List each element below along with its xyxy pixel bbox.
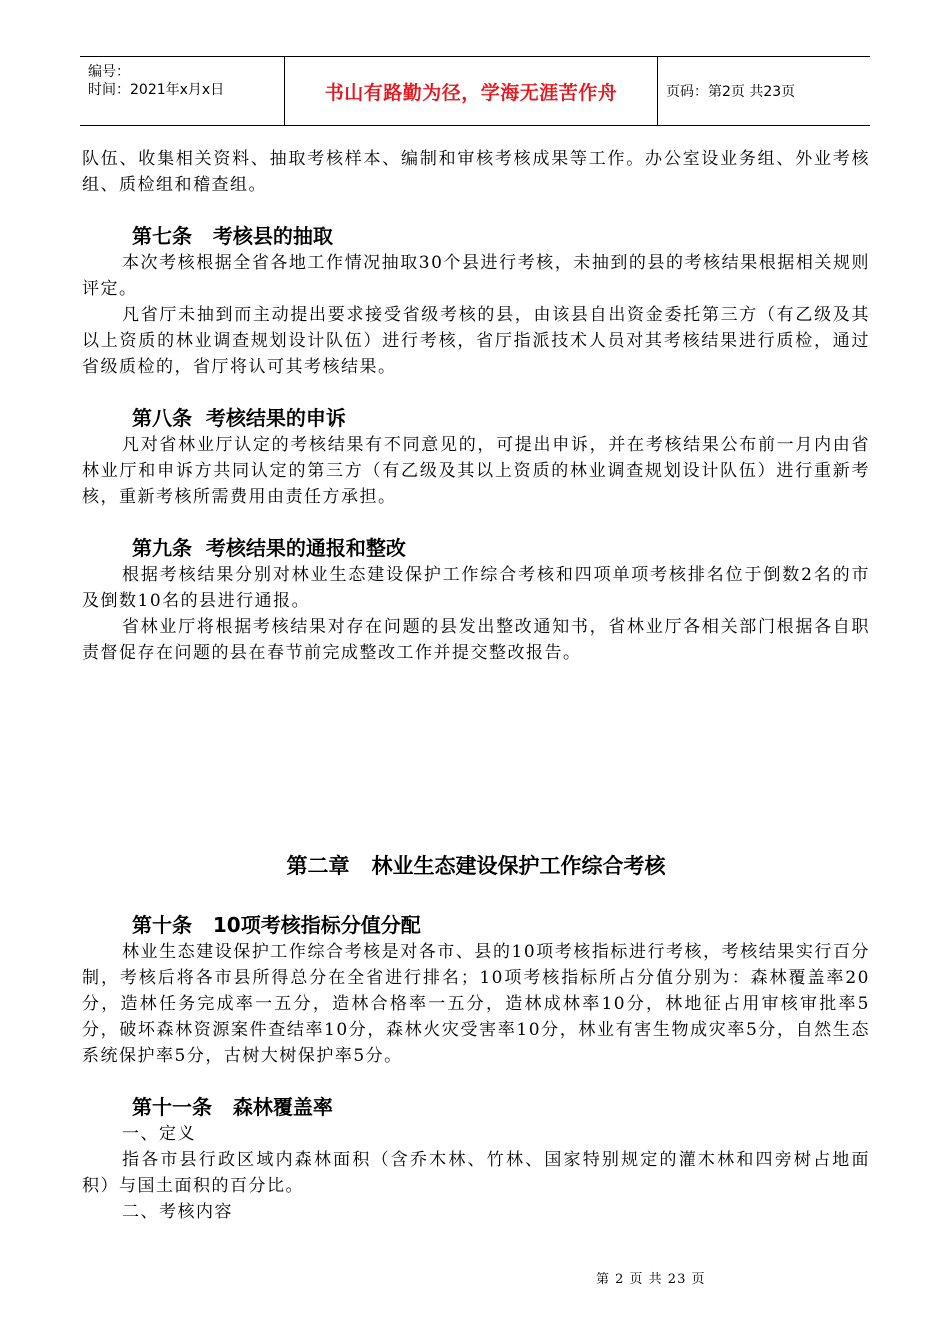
- article-9-paragraph-1: 根据考核结果分别对林业生态建设保护工作综合考核和四项单项考核排名位于倒数2名的市及倒数10名的县进行通报。: [82, 565, 870, 611]
- article-11-section-1: 一、定义: [122, 1124, 196, 1144]
- article-11-paragraph-1: 指各市县行政区域内森林面积（含乔木林、竹林、国家特别规定的灌木林和四旁树占地面积）与国土面积的百分比。: [82, 1150, 870, 1196]
- header-page-info: 页码：第2页 共23页: [666, 84, 796, 100]
- article-9-heading: 第九条 考核结果的通报和整改: [132, 536, 406, 560]
- article-11-heading: 第十一条 森林覆盖率: [132, 1095, 333, 1119]
- article-10-paragraph-1: 林业生态建设保护工作综合考核是对各市、县的10项考核指标进行考核，考核结果实行百分制，考核后将各市县所得总分在全省进行排名；10项考核指标所占分值分别为：森林覆盖率20分，造林任务完成率一五分，造林合格率一五分，造林成林率10分，林地征占用审核审批率5分，破坏森林资源案件查结率10分，森林火灾受害率10分，林业有害生物成灾率5分，自然生态系统保护率5分，古树大树保护率5分。: [82, 942, 870, 1066]
- article-11-section-2: 二、考核内容: [122, 1202, 233, 1222]
- header-motto: 书山有路勤为径，学海无涯苦作舟: [285, 57, 658, 125]
- document-body: [82, 146, 870, 1225]
- document-date-label: 时间：2021年x月x日: [88, 82, 225, 98]
- article-7-paragraph-1: 本次考核根据全省各地工作情况抽取30个县进行考核，未抽到的县的考核结果根据相关规则评定。: [82, 253, 870, 299]
- article-10-heading: 第十条 10项考核指标分值分配: [132, 913, 421, 937]
- document-number-label: 编号：: [88, 64, 130, 80]
- header-meta: [80, 57, 285, 125]
- page-footer: 第 2 页 共 23 页: [596, 1272, 706, 1287]
- page-header: [80, 56, 870, 126]
- article-8-paragraph-1: 凡对省林业厅认定的考核结果有不同意见的，可提出申诉，并在考核结果公布前一月内由省林业厅和申诉方共同认定的第三方（有乙级及其以上资质的林业调查规划设计队伍）进行重新考核，重新考核所需费用由责任方承担。: [82, 435, 870, 507]
- article-7-paragraph-2: 凡省厅未抽到而主动提出要求接受省级考核的县，由该县自出资金委托第三方（有乙级及其以上资质的林业调查规划设计队伍）进行考核，省厅指派技术人员对其考核结果进行质检，通过省级质检的，省厅将认可其考核结果。: [82, 305, 870, 377]
- chapter-2-heading: 第二章 林业生态建设保护工作综合考核: [286, 854, 666, 878]
- paragraph-continued: 队伍、收集相关资料、抽取考核样本、编制和审核考核成果等工作。办公室设业务组、外业考核组、质检组和稽查组。: [82, 149, 870, 195]
- article-7-heading: 第七条 考核县的抽取: [132, 224, 333, 248]
- article-9-paragraph-2: 省林业厅将根据考核结果对存在问题的县发出整改通知书，省林业厅各相关部门根据各自职责督促存在问题的县在春节前完成整改工作并提交整改报告。: [82, 617, 870, 663]
- article-8-heading: 第八条 考核结果的申诉: [132, 406, 346, 430]
